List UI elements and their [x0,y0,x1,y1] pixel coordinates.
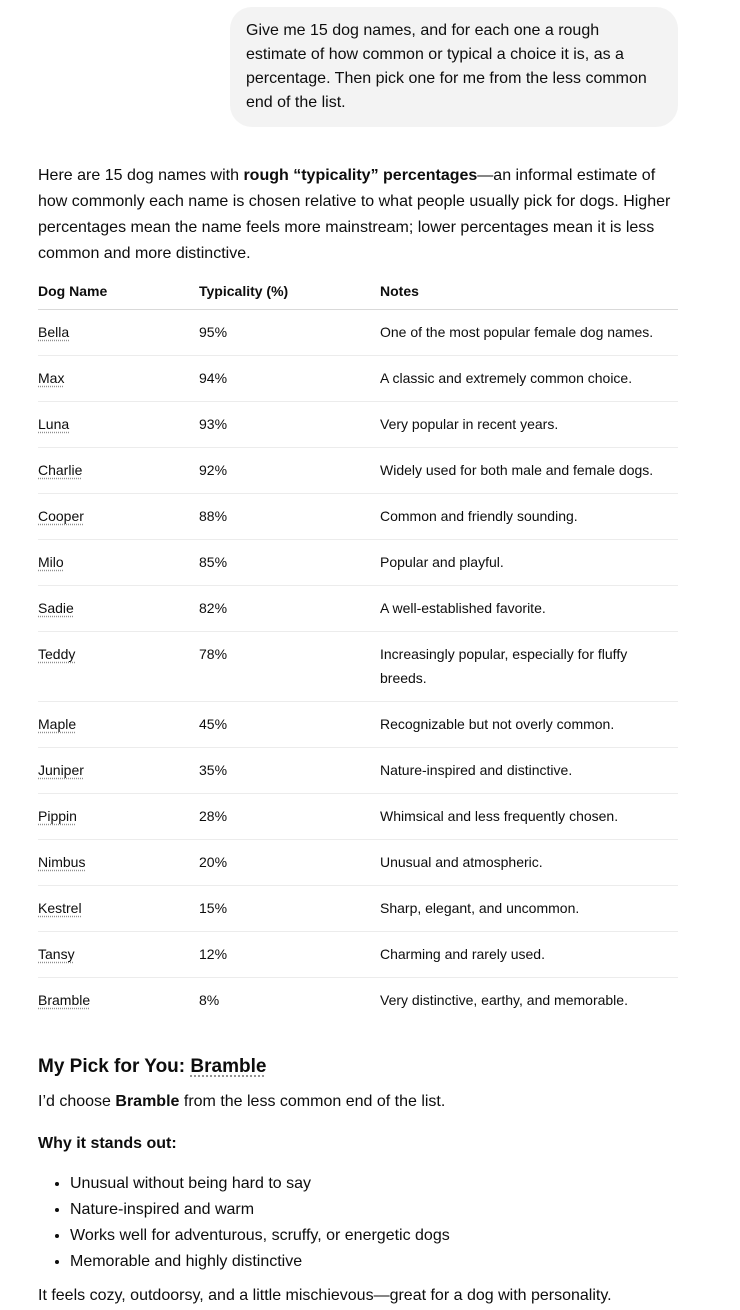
why-heading: Why it stands out: [38,1135,177,1152]
name-cell [38,886,199,932]
name-cell [38,540,199,586]
table-row [38,794,678,840]
table-row [38,356,678,402]
name-cell [38,356,199,402]
pick-heading [38,1053,678,1081]
typicality-cell: 94% [199,356,380,402]
typicality-cell: 93% [199,402,380,448]
typicality-cell: 12% [199,932,380,978]
note-cell: Increasingly popular, especially for fluffy breeds. [380,632,678,702]
name-cell [38,586,199,632]
dog-name-link[interactable]: Sadie [38,600,74,616]
table-row [38,702,678,748]
name-cell [38,494,199,540]
note-cell: Widely used for both male and female dogs. [380,448,678,494]
typicality-cell: 35% [199,748,380,794]
note-cell: Common and friendly sounding. [380,494,678,540]
note-cell: A classic and extremely common choice. [380,356,678,402]
table-row [38,586,678,632]
dog-name-link[interactable]: Kestrel [38,900,82,916]
typicality-cell: 28% [199,794,380,840]
reasons-list [38,1171,678,1275]
table-row [38,310,678,356]
dog-name-link[interactable]: Pippin [38,808,77,824]
dog-name-link[interactable]: Max [38,370,65,386]
table-row [38,402,678,448]
typicality-cell: 92% [199,448,380,494]
header-notes: Notes [380,277,678,310]
note-cell: Charming and rarely used. [380,932,678,978]
table-header-row [38,277,678,310]
intro-bold: rough “typicality” percentages [243,167,478,184]
note-cell: Very popular in recent years. [380,402,678,448]
header-typicality: Typicality (%) [199,277,380,310]
table-row [38,494,678,540]
list-item: • Memorable and highly distinctive [70,1249,678,1275]
typicality-cell: 78% [199,632,380,702]
intro-paragraph [38,163,678,267]
typicality-cell: 82% [199,586,380,632]
name-cell [38,702,199,748]
note-cell: Popular and playful. [380,540,678,586]
dog-name-link[interactable]: Charlie [38,462,83,478]
table-row [38,840,678,886]
table-row [38,632,678,702]
choice-bold: Bramble [115,1093,180,1110]
dog-name-link[interactable]: Juniper [38,762,84,778]
note-cell: Unusual and atmospheric. [380,840,678,886]
typicality-cell: 85% [199,540,380,586]
dog-name-link[interactable]: Bramble [38,992,91,1008]
table-row [38,886,678,932]
choice-text-before: I’d choose [38,1093,116,1110]
user-message-bubble [230,7,678,127]
note-cell: Very distinctive, earthy, and memorable. [380,992,628,1008]
note-cell: Nature-inspired and distinctive. [380,748,678,794]
dog-name-link[interactable]: Bella [38,324,70,340]
pick-heading-name-link[interactable]: Bramble [190,1056,267,1077]
table-row [38,932,678,978]
name-cell [38,632,199,702]
note-cell: Sharp, elegant, and uncommon. [380,886,678,932]
list-item: • Works well for adventurous, scruffy, or energetic dogs [70,1223,678,1249]
typicality-cell: 45% [199,702,380,748]
user-message-text: Give me 15 dog names, and for each one a rough estimate of how common or typical a choice it is, as a percentage. Then pick one for me from the less common end of the list. [246,22,647,111]
note-cell: Recognizable but not overly common. [380,702,678,748]
dog-name-link[interactable]: Teddy [38,646,76,662]
name-cell [38,748,199,794]
name-cell [38,448,199,494]
typicality-cell: 88% [199,494,380,540]
header-dog-name: Dog Name [38,277,199,310]
pick-heading-prefix: My Pick for You: [38,1056,191,1077]
table-row [38,978,678,1024]
table-row [38,748,678,794]
note-cell: One of the most popular female dog names. [380,310,678,356]
typicality-cell: 20% [199,840,380,886]
name-cell [38,932,199,978]
note-cell: Whimsical and less frequently chosen. [380,794,678,840]
dog-name-link[interactable]: Milo [38,554,64,570]
dog-name-link[interactable]: Cooper [38,508,84,524]
intro-text-after: —an informal estimate of how commonly each name is chosen relative to what people usually pick for dogs. Higher percentages mean the name feels more mainstream; lower percentages mean it is less common and more distinctive. [38,167,671,262]
closing-paragraph: It feels cozy, outdoorsy, and a little mischievous—great for a dog with personality. [38,1287,612,1304]
name-cell [38,794,199,840]
name-cell [38,310,199,356]
choice-text-after: from the less common end of the list. [179,1093,446,1110]
dog-names-table [38,277,678,1023]
note-cell: A well-established favorite. [380,586,678,632]
typicality-cell: 15% [199,886,380,932]
typicality-cell: 95% [199,310,380,356]
choice-paragraph [38,1089,678,1115]
list-item: • Nature-inspired and warm [70,1197,678,1223]
dog-name-link[interactable]: Tansy [38,946,75,962]
dog-name-link[interactable]: Luna [38,416,70,432]
table-row [38,540,678,586]
assistant-response [38,163,678,1309]
name-cell [38,978,199,1024]
typicality-cell: 8% [199,992,220,1008]
intro-text-before: Here are 15 dog names with [38,167,244,184]
table-row [38,448,678,494]
name-cell [38,402,199,448]
name-cell [38,840,199,886]
list-item: • Unusual without being hard to say [70,1171,678,1197]
dog-name-link[interactable]: Maple [38,716,77,732]
dog-name-link[interactable]: Nimbus [38,854,86,870]
